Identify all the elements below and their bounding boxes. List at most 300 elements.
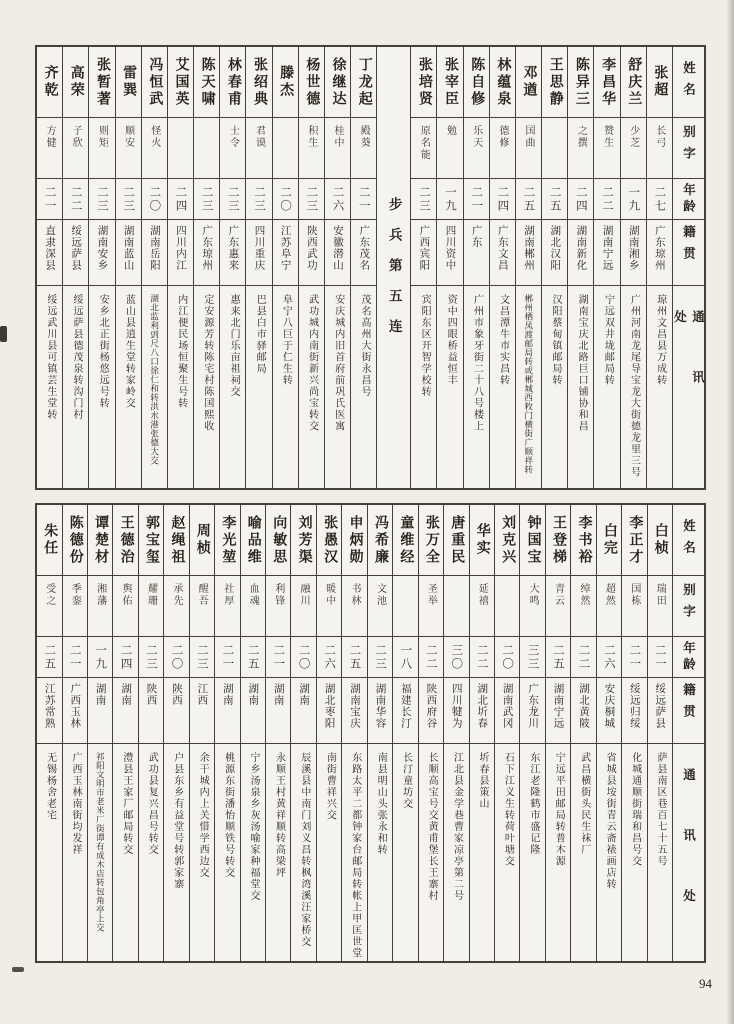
- entry-age-cell: [490, 179, 515, 220]
- entry-age-cell: [246, 179, 271, 220]
- entry-address: 无锡杨舍老宅: [44, 752, 56, 821]
- entry-age: 二七: [653, 185, 666, 213]
- entry-name-cell: [63, 47, 88, 118]
- roster-entry-column: [568, 47, 594, 488]
- entry-age-cell: [241, 637, 265, 678]
- entry-native-place: 湖南: [247, 683, 259, 706]
- entry-native-place-cell: [516, 220, 541, 286]
- entry-courtesy-name: 君谟: [253, 125, 265, 149]
- entry-name-cell: [273, 47, 298, 118]
- entry-native-place: 绥远萨县: [654, 683, 666, 729]
- entry-courtesy-name-cell: [89, 118, 114, 179]
- entry-native-place: 陕西: [170, 683, 182, 706]
- entry-native-place-cell: [246, 220, 271, 286]
- entry-courtesy-name: 原名能: [418, 125, 430, 161]
- entry-age-cell: [516, 179, 541, 220]
- roster-table-top: [35, 45, 706, 490]
- header-age-cell: [673, 179, 704, 220]
- entry-name: 喻品维: [245, 514, 261, 566]
- entry-address: 惠来北门乐亩祖祠交: [228, 294, 240, 398]
- entry-age: 二三: [305, 185, 318, 213]
- entry-courtesy-name: 桂中: [332, 125, 344, 149]
- roster-entry-column: [246, 47, 272, 488]
- entry-courtesy-name: 暖中: [323, 583, 335, 607]
- entry-address: 东路太平二都钟家台邮局转帐上甲匡世堂: [349, 752, 361, 959]
- entry-native-place-cell: [139, 678, 163, 744]
- entry-address-cell: [164, 744, 188, 961]
- entry-address-cell: [266, 744, 290, 961]
- entry-courtesy-name-cell: [571, 576, 595, 637]
- entry-native-place-cell: [241, 678, 265, 744]
- entry-name-cell: [63, 505, 87, 576]
- entry-name-cell: [299, 47, 324, 118]
- roster-entry-column: [63, 47, 89, 488]
- entry-age-cell: [113, 637, 137, 678]
- entry-age: 二四: [574, 185, 587, 213]
- entry-address-cell: [568, 286, 593, 488]
- roster-entry-column: [351, 47, 377, 488]
- entry-native-place-cell: [317, 678, 341, 744]
- entry-native-place-cell: [168, 220, 193, 286]
- entry-courtesy-name-cell: [444, 576, 468, 637]
- entry-address-cell: [168, 286, 193, 488]
- entry-courtesy-name-cell: [215, 576, 239, 637]
- entry-age-cell: [215, 637, 239, 678]
- roster-entry-column: [621, 47, 647, 488]
- roster-entry-column: [419, 505, 444, 961]
- entry-age: 二六: [602, 643, 615, 671]
- entry-name-cell: [139, 505, 163, 576]
- entry-name: 王登梯: [551, 514, 567, 566]
- roster-entry-column: [215, 505, 240, 961]
- entry-address-cell: [546, 744, 570, 961]
- entry-courtesy-name: 社厚: [221, 583, 233, 607]
- entry-courtesy-name-cell: [368, 576, 392, 637]
- entry-courtesy-name: 瑞田: [654, 583, 666, 607]
- entry-name: 张暂著: [94, 56, 110, 108]
- entry-name-cell: [317, 505, 341, 576]
- entry-native-place: 湖北圻春: [476, 683, 488, 729]
- entry-courtesy-name-cell: [142, 118, 167, 179]
- entry-address-cell: [622, 744, 646, 961]
- entry-address: 广州河南龙尾导宝龙大街德龙里三号: [628, 294, 640, 478]
- entry-name: 艾国英: [173, 56, 189, 108]
- entry-courtesy-name: 延禧: [476, 583, 488, 607]
- entry-native-place: 湖南宁远: [552, 683, 564, 729]
- entry-name: 张愚汉: [322, 514, 338, 566]
- entry-native-place: 广东琼州: [653, 225, 665, 271]
- entry-name-cell: [220, 47, 245, 118]
- entry-native-place: 广东琼州: [201, 225, 213, 271]
- entry-age: 二五: [522, 185, 535, 213]
- entry-name: 白桢: [652, 523, 668, 557]
- entry-age-cell: [139, 637, 163, 678]
- entry-name-cell: [325, 47, 350, 118]
- entry-name-cell: [419, 505, 443, 576]
- entry-courtesy-name-cell: [520, 576, 544, 637]
- entry-native-place: 湖南安乡: [96, 225, 108, 271]
- entry-name-cell: [542, 47, 567, 118]
- entry-courtesy-name: 士令: [227, 125, 239, 149]
- roster-entry-column: [437, 47, 463, 488]
- roster-entry-column: [597, 505, 622, 961]
- entry-native-place-cell: [470, 678, 494, 744]
- entry-address-cell: [411, 286, 436, 488]
- entry-native-place-cell: [291, 678, 315, 744]
- entry-name: 白完: [601, 523, 617, 557]
- entry-age-cell: [464, 179, 489, 220]
- entry-address-cell: [63, 286, 88, 488]
- entry-address-cell: [495, 744, 519, 961]
- entry-age-cell: [594, 179, 619, 220]
- entry-native-place: 湖南华容: [374, 683, 386, 729]
- entry-address: 武功城内南街新兴尚宝转交: [306, 294, 318, 432]
- entry-address: 茂名高州大街永昌号: [358, 294, 370, 398]
- header-age: 年龄: [681, 182, 696, 216]
- entry-age: 二五: [246, 643, 259, 671]
- entry-native-place-cell: [37, 678, 61, 744]
- entry-name-cell: [568, 47, 593, 118]
- entry-native-place-cell: [220, 220, 245, 286]
- entry-age: 二一: [653, 643, 666, 671]
- entry-age-cell: [542, 179, 567, 220]
- entry-address-cell: [317, 744, 341, 961]
- entry-address: 巴县白市驿邮局: [254, 294, 266, 375]
- entry-address: 南街曹祥兴交: [324, 752, 336, 821]
- entry-native-place-cell: [520, 678, 544, 744]
- entry-age: 三三: [526, 643, 539, 671]
- entry-name-cell: [142, 47, 167, 118]
- entry-name-cell: [464, 47, 489, 118]
- entry-native-place: 陕西: [145, 683, 157, 706]
- entry-native-place: 广东龙川: [527, 683, 539, 729]
- entry-native-place-cell: [215, 678, 239, 744]
- entry-courtesy-name-cell: [168, 118, 193, 179]
- entry-age: 二二: [577, 643, 590, 671]
- entry-native-place-cell: [411, 220, 436, 286]
- entry-name: 李正才: [627, 514, 643, 566]
- entry-native-place-cell: [621, 220, 646, 286]
- header-name: 姓名: [681, 518, 696, 562]
- entry-courtesy-name-cell: [490, 118, 515, 179]
- entry-courtesy-name-cell: [190, 576, 214, 637]
- entry-native-place: 绥远归绥: [628, 683, 640, 729]
- entry-address: 桃源东街潘怡顺铁号转交: [222, 752, 234, 879]
- entry-age-cell: [351, 179, 376, 220]
- entry-courtesy-name-cell: [411, 118, 436, 179]
- entry-address-cell: [273, 286, 298, 488]
- entry-courtesy-name: 赞生: [601, 125, 613, 149]
- entry-courtesy-name-cell: [291, 576, 315, 637]
- entry-address-cell: [516, 286, 541, 488]
- entry-address: 文昌潭牛市实昌转: [497, 294, 509, 386]
- roster-entry-column: [291, 505, 316, 961]
- entry-name: 冯希廉: [372, 514, 388, 566]
- header-age-cell: [673, 637, 704, 678]
- entry-address-cell: [113, 744, 137, 961]
- header-courtesy-cell: [673, 576, 704, 637]
- entry-address-cell: [139, 744, 163, 961]
- entry-courtesy-name-cell: [273, 118, 298, 179]
- header-native: 籍贯: [681, 683, 696, 726]
- entry-name-cell: [520, 505, 544, 576]
- entry-native-place-cell: [164, 678, 188, 744]
- entry-courtesy-name: 圣举: [425, 583, 437, 607]
- entry-courtesy-name-cell: [419, 576, 443, 637]
- entry-name: 刘克兴: [500, 514, 516, 566]
- roster-entry-column: [571, 505, 596, 961]
- entry-name-cell: [116, 47, 141, 118]
- entry-courtesy-name: 国曲: [523, 125, 535, 149]
- roster-entry-column: [89, 47, 115, 488]
- entry-address-cell: [571, 744, 595, 961]
- entry-native-place: 陕西府谷: [425, 683, 437, 729]
- roster-entry-column: [470, 505, 495, 961]
- entry-courtesy-name-cell: [393, 576, 417, 637]
- entry-name: 李书裕: [576, 514, 592, 566]
- entry-name-cell: [89, 47, 114, 118]
- entry-courtesy-name-cell: [37, 576, 61, 637]
- entry-age: 二〇: [279, 185, 292, 213]
- roster-entry-column: [273, 47, 299, 488]
- entry-native-place-cell: [647, 220, 672, 286]
- entry-name-cell: [648, 505, 672, 576]
- entry-name-cell: [164, 505, 188, 576]
- entry-courtesy-name: 利锋: [272, 583, 284, 607]
- entry-age: 二三: [95, 185, 108, 213]
- scan-artifact: [12, 967, 24, 972]
- entry-courtesy-name-cell: [648, 576, 672, 637]
- entry-age-cell: [116, 179, 141, 220]
- entry-name: 陈自修: [469, 56, 485, 108]
- entry-native-place-cell: [194, 220, 219, 286]
- header-address: 通讯处: [673, 310, 704, 431]
- entry-address: 绥远萨县德茂泉转沟门村: [71, 294, 83, 421]
- entry-address-cell: [190, 744, 214, 961]
- roster-entry-column: [220, 47, 246, 488]
- roster-entry-column: [648, 505, 673, 961]
- roster-entry-column: [194, 47, 220, 488]
- entry-courtesy-name-cell: [113, 576, 137, 637]
- entry-courtesy-name: 舆佑: [120, 583, 132, 607]
- entry-name: 周桢: [194, 523, 210, 557]
- entry-courtesy-name: 融川: [298, 583, 310, 607]
- entry-age-cell: [597, 637, 621, 678]
- entry-age: 二三: [145, 643, 158, 671]
- roster-entry-column: [88, 505, 113, 961]
- entry-address: 长顺高宝号交黄甫堡长王寨村: [426, 752, 438, 902]
- entry-address: 辰溪县中南门刘义昌转枫湾溪汪家桥交: [298, 752, 310, 948]
- entry-address-cell: [116, 286, 141, 488]
- entry-name: 钟国宝: [525, 514, 541, 566]
- entry-native-place: 广东茂名: [358, 225, 370, 271]
- roster-entry-column: [317, 505, 342, 961]
- entry-courtesy-name-cell: [164, 576, 188, 637]
- entry-native-place: 湖南武冈: [501, 683, 513, 729]
- entry-address-cell: [342, 744, 366, 961]
- entry-address-cell: [351, 286, 376, 488]
- entry-address-cell: [291, 744, 315, 961]
- entry-address-cell: [647, 286, 672, 488]
- entry-courtesy-name-cell: [622, 576, 646, 637]
- entry-courtesy-name: 绰然: [577, 583, 589, 607]
- entry-age-cell: [648, 637, 672, 678]
- roster-table-bottom: [35, 503, 706, 963]
- entry-age: 二二: [424, 643, 437, 671]
- entry-address-cell: [142, 286, 167, 488]
- entry-courtesy-name: 长弓: [653, 125, 665, 149]
- entry-name-cell: [266, 505, 290, 576]
- entry-address: 内江便民场恒聚生号转: [175, 294, 187, 409]
- entry-name-cell: [393, 505, 417, 576]
- entry-name-cell: [546, 505, 570, 576]
- roster-entry-column: [116, 47, 142, 488]
- entry-courtesy-name: 承先: [170, 583, 182, 607]
- entry-name-cell: [594, 47, 619, 118]
- header-courtesy: 别字: [681, 125, 696, 168]
- roster-entry-column: [168, 47, 194, 488]
- entry-name-cell: [215, 505, 239, 576]
- entry-age-cell: [621, 179, 646, 220]
- entry-name: 王思静: [547, 56, 563, 108]
- entry-address-cell: [464, 286, 489, 488]
- entry-name-cell: [37, 47, 62, 118]
- entry-age: 二五: [548, 185, 561, 213]
- entry-courtesy-name-cell: [266, 576, 290, 637]
- entry-native-place: 湖南宝庆: [349, 683, 361, 729]
- entry-courtesy-name-cell: [546, 576, 570, 637]
- entry-age: 二一: [221, 643, 234, 671]
- entry-native-place: 湖北黄陂: [577, 683, 589, 729]
- header-name-cell: [673, 505, 704, 576]
- entry-native-place: 湖北枣阳: [323, 683, 335, 729]
- entry-address: 余干城内上关惜学西边交: [197, 752, 209, 879]
- entry-courtesy-name: 书林: [349, 583, 361, 607]
- entry-courtesy-name: 德修: [496, 125, 508, 149]
- header-name: 姓名: [681, 60, 696, 104]
- entry-address: 安乡北正街杨悠远号转: [97, 294, 109, 409]
- entry-native-place-cell: [568, 220, 593, 286]
- entry-courtesy-name: 顺安: [122, 125, 134, 149]
- entry-native-place-cell: [190, 678, 214, 744]
- entry-native-place: 湖南: [221, 683, 233, 706]
- entry-native-place-cell: [546, 678, 570, 744]
- entry-address: 蓝山县逍生堂转家岭交: [123, 294, 135, 409]
- entry-age-cell: [411, 179, 436, 220]
- entry-age-cell: [622, 637, 646, 678]
- entry-courtesy-name-cell: [647, 118, 672, 179]
- entry-courtesy-name: 耀珊: [145, 583, 157, 607]
- entry-courtesy-name: 乐天: [470, 125, 482, 149]
- roster-entry-column: [464, 47, 490, 488]
- entry-name: 李光堃: [220, 514, 236, 566]
- entry-name: 谭楚材: [93, 514, 109, 566]
- entry-age: 一八: [399, 643, 412, 671]
- entry-age-cell: [568, 179, 593, 220]
- entry-age-cell: [164, 637, 188, 678]
- entry-age-cell: [194, 179, 219, 220]
- entry-age: 二一: [357, 185, 370, 213]
- entry-courtesy-name-cell: [568, 118, 593, 179]
- entry-name: 齐乾: [42, 65, 58, 99]
- entry-courtesy-name-cell: [437, 118, 462, 179]
- entry-courtesy-name-cell: [325, 118, 350, 179]
- entry-age-cell: [444, 637, 468, 678]
- header-native: 籍贯: [681, 225, 696, 268]
- entry-native-place: 广西玉林: [69, 683, 81, 729]
- entry-age: 二四: [496, 185, 509, 213]
- entry-name: 李昌华: [600, 56, 616, 108]
- entry-native-place: 湖南蓝山: [122, 225, 134, 271]
- entry-address: 资中四眼桥益恒丰: [445, 294, 457, 386]
- entry-age-cell: [419, 637, 443, 678]
- entry-age-cell: [63, 637, 87, 678]
- entry-courtesy-name: 怪火: [148, 125, 160, 149]
- entry-name: 张绍典: [252, 56, 267, 108]
- entry-name-cell: [37, 505, 61, 576]
- entry-native-place: 直隶深县: [44, 225, 56, 271]
- entry-age-cell: [63, 179, 88, 220]
- entry-name-cell: [571, 505, 595, 576]
- entry-courtesy-name: 之撰: [575, 125, 587, 149]
- entry-address-cell: [419, 744, 443, 961]
- entry-age: 二〇: [148, 185, 161, 213]
- entry-name-cell: [437, 47, 462, 118]
- entry-age: 二三: [122, 185, 135, 213]
- entry-address: 定安源芳转陈宅村陈国熙收: [201, 294, 213, 432]
- entry-address: 广西玉林南街均发祥: [69, 752, 81, 856]
- entry-age: 二三: [226, 185, 239, 213]
- entry-name: 郭宝玺: [144, 514, 160, 566]
- entry-native-place: 广东: [470, 225, 482, 248]
- column-headers-bottom: [673, 505, 704, 961]
- entry-courtesy-name-cell: [317, 576, 341, 637]
- entry-name: 赵绳祖: [169, 514, 185, 566]
- entry-native-place: 安庆桐城: [603, 683, 615, 729]
- entry-name-cell: [368, 505, 392, 576]
- entry-name: 向敏思: [271, 514, 287, 566]
- entry-name: 王德治: [118, 514, 134, 566]
- entry-courtesy-name-cell: [241, 576, 265, 637]
- entry-name-cell: [342, 505, 366, 576]
- entry-address: 宁乡汤泉乡灰汤喻家种福堂交: [248, 752, 260, 902]
- entry-age: 二二: [69, 185, 82, 213]
- entry-native-place-cell: [116, 220, 141, 286]
- entry-native-place-cell: [542, 220, 567, 286]
- entry-age: 二一: [272, 643, 285, 671]
- entry-courtesy-name-cell: [299, 118, 324, 179]
- roster-entry-column: [393, 505, 418, 961]
- entry-native-place: 陕西武功: [305, 225, 317, 271]
- entry-courtesy-name-cell: [464, 118, 489, 179]
- entry-age: 二一: [628, 643, 641, 671]
- entry-name-cell: [495, 505, 519, 576]
- scan-artifact: [0, 326, 7, 342]
- entry-native-place-cell: [351, 220, 376, 286]
- entry-native-place: 湖南岳阳: [148, 225, 160, 271]
- entry-age-cell: [89, 179, 114, 220]
- entry-courtesy-name-cell: [194, 118, 219, 179]
- entry-address-cell: [88, 744, 112, 961]
- entry-courtesy-name: 方健: [44, 125, 56, 149]
- entry-courtesy-name-cell: [495, 576, 519, 637]
- header-name-cell: [673, 47, 704, 118]
- entry-age: 一九: [627, 185, 640, 213]
- entry-courtesy-name-cell: [470, 576, 494, 637]
- entry-address: 东江老隆鹤市盛记隆: [527, 752, 539, 856]
- entry-age-cell: [368, 637, 392, 678]
- entry-address-cell: [37, 744, 61, 961]
